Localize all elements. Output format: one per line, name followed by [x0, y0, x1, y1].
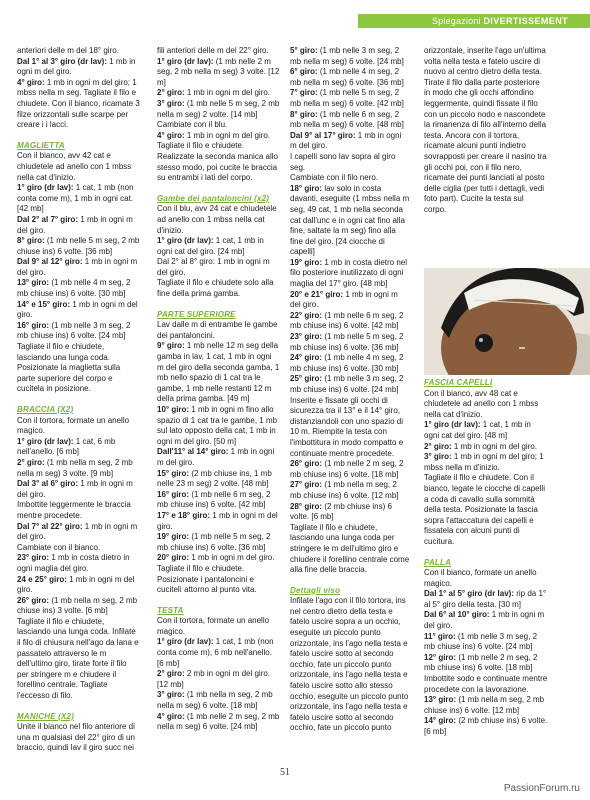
- paragraph: Dal 7° al 22° giro: 1 mb in ogni m del giro.: [17, 521, 138, 542]
- paragraph: 2° giro: 2 mb in ogni m del giro. [12 mb]: [157, 669, 271, 689]
- heading-fascia-capelli: FASCIA CAPELLI: [424, 378, 493, 387]
- paragraph: Cambiate con il filo nero.: [290, 173, 379, 183]
- paragraph: 27° giro: (1 mb nella m seg, 2 mb chiuse ins) 6 volte. [12 mb]: [290, 480, 399, 500]
- paragraph: Tagliate il filo e chiudete solo alla fine della prima gamba.: [157, 278, 274, 299]
- paragraph: Tagliate il filo e chiudete, lasciando una lunga coda. Infilate il filo di chiusura nell'ago da lana e passatelo attraverso le m dell'ultimo giro, tirate forte il filo per stringere m e chiudere il forellino centrale. Tagliate l'eccesso di filo.: [17, 616, 139, 701]
- heading-parte-superiore: PARTE SUPERIORE: [157, 309, 236, 319]
- paragraph: 12° giro: (1 mb nelle 2 m seg, 2 mb chiuse ins) 6 volte. [18 mb]: [424, 652, 538, 673]
- page-number: 51: [280, 767, 290, 778]
- heading-palla: PALLA: [424, 557, 452, 567]
- paragraph: 4° giro: (1 mb nelle 2 m seg, 2 mb nella m seg) 6 volte. [24 mb]: [157, 711, 280, 732]
- heading-gambe: Gambe dei pantaloncini (x2): [157, 193, 270, 203]
- paragraph: Inserite e fissate gli occhi di sicurezza tra il 13° e il 14° giro, distanziandoli con uno spazio di 10 m. Riempite la testa con l'imbottitura in modo compatto e continuate mentre procedete.: [290, 395, 404, 458]
- paragraph: 24 e 25° giro: 1 mb in ogni m del giro.: [17, 574, 135, 595]
- paragraph: Unite il bianco nel filo anteriore di una m qualsiasi del 22° giro di un braccio, quindi lav il giro succ nei: [17, 722, 135, 753]
- paragraph: Tagliate il filo e chiudete, lasciando una lunga coda per stringere le m dell'ultimo giro e chiudere il forellino centrale come alla fine delle braccia.: [290, 522, 410, 575]
- paragraph: Con il bianco, formate un anello magico.: [424, 568, 537, 588]
- paragraph: 19° giro: (1 mb nelle 5 m seg, 2 mb chiuse ins) 6 volte. [36 mb]: [157, 532, 271, 552]
- paragraph: 17° e 18° giro: 1 mb in ogni m del giro.: [157, 510, 278, 531]
- paragraph: 20° giro: 1 mb in ogni m del giro.: [157, 553, 275, 563]
- paragraph: I capelli sono lav sopra al giro seg.: [290, 151, 396, 172]
- paragraph: 15° giro: (2 mb chiuse ins, 1 mb nelle 23 m seg) 2 volte. [48 mb]: [157, 468, 272, 489]
- paragraph: 18° giro: lav solo in costa davanti, eseguite (1 mbss nella m seg, 49 cat, 1 mb nella seconda cat dall'unc e in ogni cat fino alla fine, saltate la m seg) fino alla fine del giro. [24 ciocche di capelli]: [290, 183, 410, 257]
- watermark: PassionForum.ru: [503, 783, 580, 794]
- paragraph: Dal 1° al 3° giro (dr lav): 1 mb in ogni m del giro.: [17, 56, 136, 77]
- paragraph: 14° giro: (2 mb chiuse ins) 6 volte. [6 mb]: [424, 716, 548, 736]
- paragraph: 1° giro (dr lav): 1 cat, 1 mb in ogni cat del giro. [48 m]: [424, 420, 531, 440]
- heading-braccia: BRACCIA (X2): [17, 405, 74, 414]
- paragraph: Con il bianco, avv 42 cat e chiudetele ad anello con 1 mbss nella cat d'inizio.: [17, 151, 132, 182]
- paragraph: 19° giro: 1 mb in costa dietro nel filo posteriore inutilizzato di ogni maglia del 17° giro. [48 mb]: [290, 257, 408, 289]
- paragraph: 3° giro: (1 mb nella m seg, 2 mb nella m seg) 6 volte. [18 mb]: [157, 690, 273, 711]
- section-header: [358, 14, 590, 28]
- paragraph: Dal 2° al 7° giro: 1 mb in ogni m del giro.: [17, 214, 133, 235]
- paragraph: 2° giro: (1 mb nella m seg, 2 mb nella m seg) 3 volte. [9 mb]: [17, 457, 133, 478]
- paragraph: Dal 2° al 8° giro: 1 mb in ogni m del giro.: [157, 257, 270, 277]
- heading-dettagli-viso: Dettagli viso: [290, 585, 341, 595]
- paragraph: 4° giro: 1 mb in ogni m del giro; 1 mbss nella m seg. Tagliate il filo e chiudete. Con il bianco, ricamate 3 filze orizzontali sulle scarpe per creare i i lacci.: [17, 77, 140, 130]
- paragraph: Dall'11° al 14° giro: 1 mb in ogni m del giro.: [157, 447, 275, 467]
- paragraph: 8° giro: (1 mb nelle 5 m seg, 2 mb chiuse ins) 6 volte. [36 mb]: [17, 236, 140, 256]
- paragraph: 1° giro (dr lav): (1 mb nelle 2 m seg, 2 mb nella m seg) 3 volte. [12 m]: [157, 56, 280, 87]
- section-label: Spiegazioni: [431, 16, 481, 26]
- paragraph: orizzontale, inserite l'ago un'ultima volta nella testa e fatelo uscire di nuovo al centro dietro della testa. Tirate il filo dalla parte posteriore in modo che gli occhi affondino leggermente, quindi fissate il filo con un piccolo nodo e nascondete la rimanenza di filo all'interno della testa. Ancora con il tortora, ricamate alcuni punti indietro sovrapposti per creare il nasino tra gli occhi poi, con il filo nero, ricamate dei punti lanciati al posto delle ciglia (per tutti i dettagli, vedi foto part). Cucite la testa sul corpo.: [424, 46, 547, 214]
- doll-head-illustration: [424, 268, 590, 375]
- paragraph: 2° giro: 1 mb in ogni m del giro.: [424, 441, 538, 451]
- paragraph: Tagliate il filo e chiudete. Posizionate i pantaloncini e cucitelì attorno al punto vita.: [157, 563, 257, 595]
- paragraph: Cambiate con il blu.: [157, 120, 228, 130]
- paragraph: 13° giro: (1 mb nella m seg, 2 mb chiuse ins) 6 volte. [12 mb]: [424, 695, 545, 715]
- paragraph: Imbottite leggermente le braccia mentre procedete.: [17, 500, 131, 520]
- heading-testa: TESTA: [157, 605, 184, 615]
- paragraph: Dal 1° al 5° giro (dr lav): rip da 1° al 5° giro della testa. [30 m]: [424, 589, 547, 609]
- paragraph: 9° giro: 1 mb nelle 12 m seg della gamba in lav, 1 cat, 1 mb in ogni m del giro della seconda gamba, 1 mb nello spazio di 1 cat tra le gambe, 1 mb nelle restanti 12 m della prima gamba. [49 m]: [157, 341, 280, 404]
- column-4-top: [424, 46, 548, 216]
- paragraph: 23° giro: 1 mb in costa dietro in ogni maglia del giro.: [17, 553, 130, 573]
- paragraph: 5° giro: (1 mb nelle 3 m seg, 2 mb nella m seg) 6 volte. [24 mb]: [290, 46, 404, 66]
- paragraph: 10° giro: 1 mb in ogni m fino allo spazio di 1 cat tra le gambe, 1 mb sul lato opposto della cat, 1 mb in ogni m del giro. [50 m]: [157, 405, 278, 446]
- paragraph: Lav dalle m di entrambe le gambe dei pantaloncini.: [157, 320, 278, 340]
- paragraph: 16° giro: (1 mb nelle 3 m seg, 2 mb chiuse ins) 6 volte. [24 mb]: [17, 320, 131, 341]
- paragraph: 26° giro: (1 mb nelle 2 m seg, 2 mb chiuse ins) 6 volte. [18 mb]: [290, 459, 404, 479]
- paragraph: 1° giro (dr lav): 1 cat, 1 mb (non conta come m), 6 mb nell'anello. [6 mb]: [157, 637, 274, 668]
- paragraph: 20° e 21° giro: 1 mb in ogni m del giro.: [290, 289, 398, 310]
- paragraph: 2° giro: 1 mb in ogni m del giro.: [157, 88, 271, 98]
- paragraph: 3° giro: (1 mb nelle 5 m seg, 2 mb nella m seg) 2 volte. [14 mb]: [157, 98, 280, 119]
- column-1: [17, 46, 140, 754]
- column-2: [157, 46, 280, 733]
- paragraph: 3° giro: 1 mb in ogni m del giro; 1 mbss nella m d'inizio.: [424, 452, 544, 472]
- paragraph: Con il tortora, formate un anello magico.: [17, 415, 130, 436]
- paragraph: 1° giro (dr lav): 1 cat, 1 mb (non conta come m), 1 mb in ogni cat. [42 mb]: [17, 183, 134, 214]
- header-band: [0, 0, 590, 15]
- paragraph: 26° giro: (1 mb nella m seg, 2 mb chiuse ins) 3 volte. [6 mb]: [17, 595, 138, 616]
- heading-maglietta: MAGLIETTA: [17, 140, 65, 150]
- section-title: DIVERTISSEMENT: [483, 16, 568, 26]
- column-4-bottom: [424, 378, 548, 738]
- paragraph: Imbottite sodo e continuate mentre procedete con la lavorazione.: [424, 674, 548, 694]
- paragraph: 28° giro: (2 mb chiuse ins) 6 volte. [6 mb]: [290, 501, 392, 522]
- paragraph: 16° giro: (1 mb nelle 6 m seg, 2 mb chiuse ins) 6 volte. [42 mb]: [157, 489, 271, 510]
- paragraph: 24° giro: (1 mb nelle 4 m seg, 2 mb chiuse ins) 6 volte. [30 mb]: [290, 353, 404, 373]
- paragraph: 22° giro: (1 mb nelle 6 m seg, 2 mb chiuse ins) 6 volte. [42 mb]: [290, 310, 404, 331]
- paragraph: Tagliate il filo e chiudete, lasciando una lunga coda. Posizionate la maglietta sulla parte superiore del corpo e cucitela in posizione.: [17, 342, 121, 394]
- paragraph: 7° giro: (1 mb nelle 5 m seg, 2 mb nella m seg) 6 volte. [42 mb]: [290, 88, 404, 108]
- paragraph: Con il tortora, formate un anello magico.: [157, 616, 270, 636]
- paragraph: Dal 3° al 6° giro: 1 mb in ogni m del giro.: [17, 479, 133, 499]
- heading-maniche: MANICHE (X2): [17, 711, 75, 721]
- paragraph: 25° giro: (1 mb nelle 3 m seg, 2 mb chiuse ins) 6 volte. [24 mb]: [290, 374, 404, 394]
- paragraph: 23° giro: (1 mb nelle 5 m seg, 2 mb chiuse ins) 6 volte. [36 mb]: [290, 332, 404, 352]
- paragraph: 8° giro: (1 mb nelle 6 m seg, 2 mb nella m seg) 6 volte. [48 mb]: [290, 109, 404, 130]
- paragraph: 1° giro (dr lav): 1 cat, 6 mb nell'anello. [6 mb]: [17, 436, 116, 457]
- paragraph: Tagliate il filo e chiudete. Con il bianco, legate le ciocche di capelli a coda di cavallo sulla sommità della testa. Posizionate la fascia sopra l'attaccatura dei capelli e fissatela con alcuni punti di cucitura.: [424, 473, 545, 546]
- paragraph: Dal 9° al 17° giro: 1 mb in ogni m del giro.: [290, 130, 402, 151]
- paragraph: 4° giro: 1 mb in ogni m del giro. Tagliate il filo e chiudete. Realizzate la seconda manica allo stesso modo, poi cucite le braccia su entrambi i lati del corpo.: [157, 130, 278, 183]
- paragraph: fili anteriori delle m del 22° giro.: [157, 46, 269, 55]
- paragraph: 14° e 15° giro: 1 mb in ogni m del giro.: [17, 299, 138, 320]
- column-3: [290, 46, 410, 734]
- paragraph: 1° giro (dr lav): 1 cat, 1 mb in ogni cat del giro. [24 mb]: [157, 236, 264, 256]
- paragraph: Cambiate con il bianco.: [17, 542, 101, 552]
- paragraph: anteriori delle m del 18° giro.: [17, 46, 119, 55]
- paragraph: 11° giro: (1 mb nelle 3 m seg, 2 mb chiuse ins) 6 volte. [24 mb]: [424, 631, 538, 652]
- paragraph: Dal 6° al 10° giro: 1 mb in ogni m del giro.: [424, 610, 545, 631]
- paragraph: Con il bianco, avv 48 cat e chiudetele ad anello con 1 mbss nella cat d'inizio.: [424, 388, 539, 419]
- paragraph: Con il blu, avv 24 cat e chiudetele ad anello con 1 mbss nella cat d'inizio.: [157, 204, 277, 235]
- crochet-doll-head-photo: [424, 268, 590, 375]
- paragraph: 6° giro: (1 mb nelle 4 m seg, 2 mb nella m seg) 6 volte. [36 mb]: [290, 67, 404, 87]
- paragraph: Infilate l'ago con il filo tortora, ins nel centro dietro della testa e fatelo uscire sopra a un occhio, eseguite un piccolo punto orizzontale, ins l'ago nella testa e fatelo uscire sotto al secondo occhio, fate un piccolo punto orizzontale, ins l'ago nella testa e fatelo uscire sotto allo stesso occhio, eseguite un piccolo punto orizzontale, ins l'ago nella testa e fatelo uscire sotto al secondo occhio, fate un piccolo punto: [290, 596, 409, 733]
- paragraph: 13° giro: (1 mb nelle 4 m seg, 2 mb chiuse ins) 6 volte. [30 mb]: [17, 278, 131, 299]
- paragraph: Dal 9° al 12° giro: 1 mb in ogni m del giro.: [17, 257, 138, 277]
